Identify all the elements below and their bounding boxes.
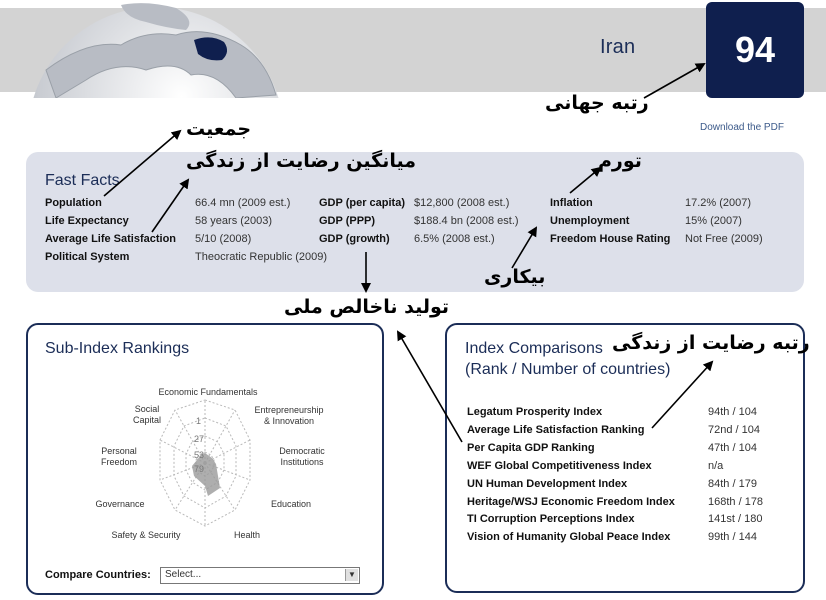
fact-key: GDP (growth) (319, 233, 390, 245)
radar-scale-label: 79 (194, 464, 205, 474)
index-comparisons-subtitle: (Rank / Number of countries) (465, 361, 671, 378)
compare-countries-label: Compare Countries: (45, 569, 151, 581)
radar-label-health: Health (233, 530, 260, 540)
radar-scale-label: 53 (194, 450, 205, 460)
index-value: 84th / 179 (708, 478, 757, 490)
radar-label-governance: Governance (95, 499, 145, 509)
annotation-inflation: تورم (598, 150, 642, 172)
index-name: Legatum Prosperity Index (467, 406, 603, 418)
arrow-unemployment (512, 228, 536, 268)
arrow-life-satisfaction-rank (652, 362, 712, 428)
fast-facts-title: Fast Facts (45, 172, 120, 189)
chevron-down-icon[interactable]: ▼ (345, 569, 358, 581)
index-value: n/a (708, 460, 724, 472)
annotation-avg-life-satisfaction: میانگین رضایت از زندگی (186, 150, 416, 172)
fact-value: 66.4 mn (2009 est.) (195, 197, 291, 209)
index-value: 72nd / 104 (708, 424, 760, 436)
fact-value: $12,800 (2008 est.) (414, 197, 510, 209)
index-name: WEF Global Competitiveness Index (467, 460, 652, 472)
index-value: 141st / 180 (708, 513, 763, 525)
index-value: 47th / 104 (708, 442, 757, 454)
fact-key: Life Expectancy (45, 215, 129, 227)
index-name: Vision of Humanity Global Peace Index (467, 531, 671, 543)
index-value: 168th / 178 (708, 496, 764, 508)
radar-label-democratic: Democratic Institutions (279, 446, 325, 467)
radar-label-entrepreneurship: Entrepreneurship & Innovation (254, 405, 324, 426)
arrow-world-rank (644, 64, 704, 98)
index-name: Average Life Satisfaction Ranking (467, 424, 645, 436)
fact-key: Inflation (550, 197, 593, 209)
fact-value: 6.5% (2008 est.) (414, 233, 495, 245)
fact-value: Theocratic Republic (2009) (195, 251, 328, 263)
compare-selected-value: Select... (165, 569, 202, 580)
arrow-gdp-per-capita (398, 332, 462, 442)
fact-value: 5/10 (2008) (195, 233, 252, 245)
radar-label-social: Social Capital (132, 404, 161, 425)
annotation-world-rank: رتبه جهانی (545, 92, 649, 114)
index-name: Per Capita GDP Ranking (467, 442, 595, 454)
fact-key: GDP (per capita) (319, 197, 405, 209)
index-value: 99th / 144 (708, 531, 757, 543)
index-name: Heritage/WSJ Economic Freedom Index (467, 496, 675, 508)
fact-key: GDP (PPP) (319, 215, 376, 227)
annotation-gdp: تولید ناخالص ملی (284, 296, 450, 318)
fact-value: 58 years (2003) (195, 215, 273, 227)
fact-value: 17.2% (2007) (685, 197, 752, 209)
download-pdf-link[interactable]: Download the PDF (700, 122, 784, 133)
arrow-avg-life-satisfaction (152, 180, 188, 232)
arrow-inflation (570, 168, 600, 193)
index-comparisons-title: Index Comparisons (465, 340, 603, 357)
world-rank-badge: 94 (706, 2, 804, 98)
fact-key: Political System (45, 251, 130, 263)
fact-value: $188.4 bn (2008 est.) (414, 215, 519, 227)
fact-key: Freedom House Rating (550, 233, 671, 245)
annotation-population: جمعیت (186, 118, 252, 140)
country-name: Iran (600, 36, 636, 58)
index-name: TI Corruption Perceptions Index (467, 513, 635, 525)
fact-value: Not Free (2009) (685, 233, 763, 245)
radar-label-economic: Economic Fundamentals (158, 387, 258, 397)
subindex-title: Sub-Index Rankings (45, 340, 190, 357)
radar-scale-label: 1 (196, 416, 202, 426)
index-value: 94th / 104 (708, 406, 757, 418)
radar-scale-label: 27 (194, 434, 205, 444)
radar-label-personal: Personal Freedom (100, 446, 137, 467)
radar-label-education: Education (270, 499, 312, 509)
fact-key: Population (45, 197, 102, 209)
annotation-life-satisfaction-rank: رتبه رضایت از زندگی (612, 332, 810, 354)
fact-key: Average Life Satisfaction (45, 233, 177, 245)
fact-value: 15% (2007) (685, 215, 742, 227)
radar-label-safety: Safety & Security (111, 530, 181, 540)
index-name: UN Human Development Index (467, 478, 628, 490)
annotation-unemployment: بیکاری (484, 266, 546, 288)
fact-key: Unemployment (550, 215, 630, 227)
arrow-population (104, 131, 180, 196)
